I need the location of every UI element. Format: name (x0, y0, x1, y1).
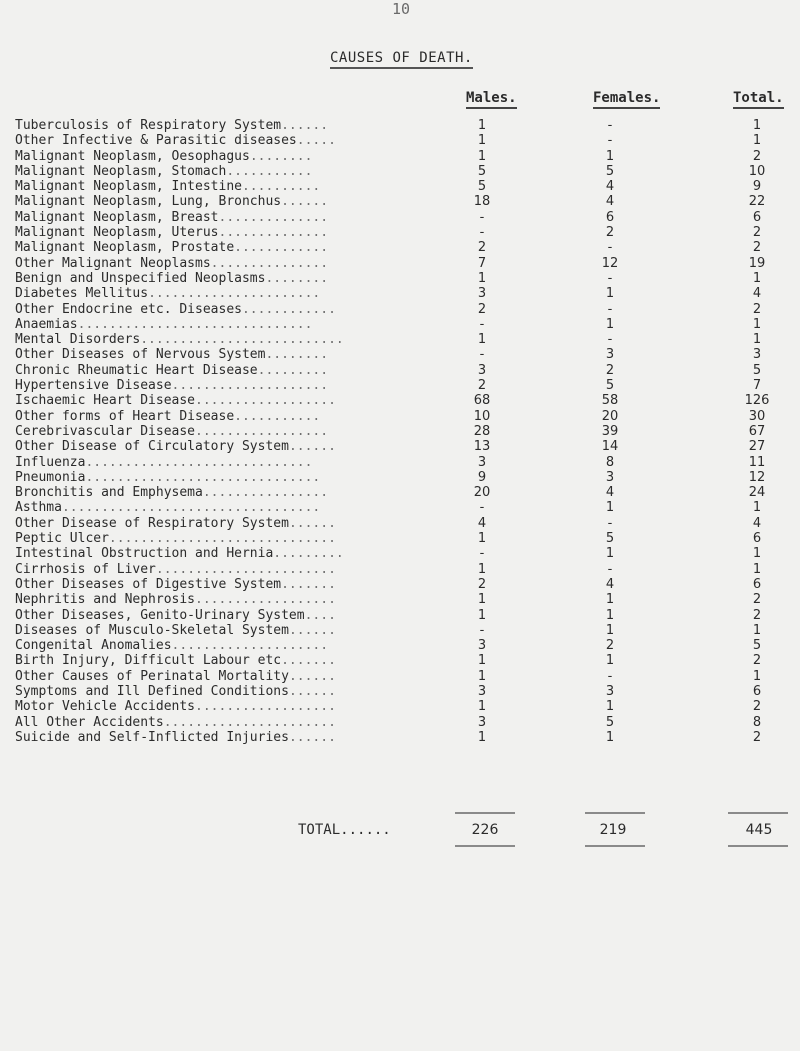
table-row (0, 332, 800, 347)
males-count: 2 (477, 301, 487, 317)
females-count: 5 (605, 378, 615, 394)
males-count: 2 (477, 240, 487, 256)
header-total: Total. (733, 90, 784, 109)
cause-label: Symptoms and Ill Defined Conditions...... (15, 683, 336, 699)
causes-table (0, 118, 800, 745)
total-count: 67 (748, 423, 766, 439)
total-label: TOTAL...... (298, 822, 391, 838)
cause-label: Other Endocrine etc. Diseases............ (15, 301, 336, 317)
cause-label: Malignant Neoplasm, Lung, Bronchus...... (15, 194, 329, 210)
cause-label: Asthma................................. (15, 500, 321, 516)
females-count: 2 (605, 638, 615, 654)
total-count: 4 (752, 515, 762, 531)
table-row (0, 317, 800, 332)
cause-label: Benign and Unspecified Neoplasms........ (15, 270, 329, 286)
cause-label: Diseases of Musculo-Skeletal System...... (15, 622, 336, 638)
females-count: 4 (605, 194, 615, 210)
cause-label: Anaemias.............................. (15, 316, 313, 332)
males-count: 7 (477, 255, 487, 271)
cause-label: Birth Injury, Difficult Labour etc....... (15, 653, 336, 669)
table-row (0, 699, 800, 714)
table-row (0, 393, 800, 408)
cause-label: Other Infective & Parasitic diseases..... (15, 133, 336, 149)
males-count: - (479, 347, 485, 363)
males-count: - (479, 622, 485, 638)
males-count: 18 (473, 194, 491, 210)
total-count: 2 (752, 225, 762, 241)
males-count: 2 (477, 378, 487, 394)
cause-label: Other Diseases, Genito-Urinary System.... (15, 607, 336, 623)
females-count: 1 (605, 653, 615, 669)
table-row (0, 546, 800, 561)
females-count: 4 (605, 179, 615, 195)
females-count: 1 (605, 622, 615, 638)
total-count: 6 (752, 531, 762, 547)
total-males: 226 (471, 822, 499, 838)
males-count: 68 (473, 393, 491, 409)
table-row (0, 271, 800, 286)
table-row (0, 562, 800, 577)
males-count: 1 (477, 668, 487, 684)
cause-label: Peptic Ulcer............................. (15, 531, 336, 547)
cause-label: Other Causes of Perinatal Mortality...... (15, 668, 336, 684)
total-count: 9 (752, 179, 762, 195)
females-count: 39 (601, 423, 619, 439)
table-row (0, 225, 800, 240)
males-count: - (479, 546, 485, 562)
total-total: 445 (745, 822, 773, 838)
males-count: - (479, 225, 485, 241)
total-count: 3 (752, 347, 762, 363)
rule-total-bottom (728, 845, 788, 847)
males-count: 1 (477, 133, 487, 149)
cause-label: Congenital Anomalies.................... (15, 638, 329, 654)
cause-label: Malignant Neoplasm, Intestine.......... (15, 179, 321, 195)
table-row (0, 378, 800, 393)
females-count: - (607, 332, 613, 348)
total-count: 8 (752, 714, 762, 730)
females-count: - (607, 561, 613, 577)
females-count: 1 (605, 699, 615, 715)
cause-label: Malignant Neoplasm, Uterus.............. (15, 225, 329, 241)
males-count: 5 (477, 179, 487, 195)
females-count: 4 (605, 485, 615, 501)
table-row (0, 485, 800, 500)
males-count: 1 (477, 729, 487, 745)
cause-label: Other Malignant Neoplasms............... (15, 255, 329, 271)
males-count: 1 (477, 607, 487, 623)
table-row (0, 149, 800, 164)
rule-females-bottom (585, 845, 645, 847)
females-count: 12 (601, 255, 619, 271)
females-count: 1 (605, 500, 615, 516)
table-row (0, 608, 800, 623)
females-count: 2 (605, 225, 615, 241)
females-count: 1 (605, 607, 615, 623)
cause-label: Cerebrivascular Disease................. (15, 423, 329, 439)
females-count: 1 (605, 148, 615, 164)
table-row (0, 531, 800, 546)
total-count: 10 (748, 163, 766, 179)
table-row (0, 500, 800, 515)
females-count: 20 (601, 408, 619, 424)
table-row (0, 684, 800, 699)
table-row (0, 669, 800, 684)
total-count: 2 (752, 729, 762, 745)
table-row (0, 164, 800, 179)
females-count: 5 (605, 714, 615, 730)
total-females: 219 (599, 822, 627, 838)
females-count: - (607, 668, 613, 684)
cause-label: Diabetes Mellitus...................... (15, 286, 321, 302)
total-count: 5 (752, 638, 762, 654)
table-row (0, 577, 800, 592)
total-count: 1 (752, 546, 762, 562)
females-count: 1 (605, 729, 615, 745)
males-count: 3 (477, 638, 487, 654)
table-row (0, 455, 800, 470)
total-count: 4 (752, 286, 762, 302)
table-row (0, 638, 800, 653)
table-row (0, 623, 800, 638)
males-count: 3 (477, 714, 487, 730)
page-number: 10 (392, 0, 411, 18)
total-count: 2 (752, 148, 762, 164)
females-count: - (607, 270, 613, 286)
table-row (0, 470, 800, 485)
males-count: 1 (477, 148, 487, 164)
total-count: 1 (752, 500, 762, 516)
females-count: 5 (605, 163, 615, 179)
males-count: 5 (477, 163, 487, 179)
table-row (0, 179, 800, 194)
total-count: 1 (752, 561, 762, 577)
males-count: 1 (477, 699, 487, 715)
males-count: 4 (477, 515, 487, 531)
males-count: - (479, 209, 485, 225)
total-count: 6 (752, 683, 762, 699)
cause-label: Other Disease of Circulatory System...... (15, 439, 336, 455)
total-count: 2 (752, 607, 762, 623)
cause-label: Other forms of Heart Disease........... (15, 408, 321, 424)
males-count: - (479, 500, 485, 516)
cause-label: Mental Disorders.......................... (15, 332, 344, 348)
total-count: 5 (752, 362, 762, 378)
females-count: - (607, 118, 613, 133)
total-count: 1 (752, 118, 762, 133)
females-count: - (607, 301, 613, 317)
cause-label: All Other Accidents...................... (15, 714, 336, 730)
cause-label: Other Diseases of Nervous System........ (15, 347, 329, 363)
table-row (0, 592, 800, 607)
females-count: 3 (605, 347, 615, 363)
total-count: 19 (748, 255, 766, 271)
males-count: 20 (473, 485, 491, 501)
males-count: 1 (477, 332, 487, 348)
total-count: 2 (752, 699, 762, 715)
rule-total-top (728, 812, 788, 814)
cause-label: Intestinal Obstruction and Hernia......... (15, 546, 344, 562)
males-count: 28 (473, 423, 491, 439)
total-count: 2 (752, 301, 762, 317)
table-row (0, 516, 800, 531)
table-row (0, 439, 800, 454)
females-count: 8 (605, 454, 615, 470)
total-count: 11 (748, 454, 766, 470)
females-count: 6 (605, 209, 615, 225)
males-count: 1 (477, 592, 487, 608)
females-count: 1 (605, 592, 615, 608)
males-count: 1 (477, 653, 487, 669)
males-count: 1 (477, 561, 487, 577)
females-count: 4 (605, 576, 615, 592)
males-count: 3 (477, 286, 487, 302)
total-count: 1 (752, 668, 762, 684)
cause-label: Malignant Neoplasm, Oesophagus........ (15, 148, 313, 164)
males-count: 13 (473, 439, 491, 455)
females-count: 1 (605, 546, 615, 562)
table-row (0, 133, 800, 148)
females-count: 58 (601, 393, 619, 409)
cause-label: Malignant Neoplasm, Stomach........... (15, 163, 313, 179)
cause-label: Chronic Rheumatic Heart Disease......... (15, 362, 329, 378)
table-row (0, 715, 800, 730)
females-count: - (607, 515, 613, 531)
table-row (0, 240, 800, 255)
males-count: 10 (473, 408, 491, 424)
cause-label: Ischaemic Heart Disease.................. (15, 393, 336, 409)
table-row (0, 409, 800, 424)
females-count: 1 (605, 286, 615, 302)
cause-label: Suicide and Self-Inflicted Injuries...... (15, 729, 336, 745)
males-count: 2 (477, 576, 487, 592)
males-count: 1 (477, 531, 487, 547)
table-row (0, 286, 800, 301)
females-count: 1 (605, 316, 615, 332)
females-count: 2 (605, 362, 615, 378)
cause-label: Motor Vehicle Accidents.................. (15, 699, 336, 715)
cause-label: Bronchitis and Emphysema................ (15, 485, 329, 501)
total-count: 12 (748, 469, 766, 485)
rule-males-top (455, 812, 515, 814)
table-row (0, 302, 800, 317)
cause-label: Other Disease of Respiratory System...... (15, 515, 336, 531)
total-count: 1 (752, 270, 762, 286)
table-row (0, 424, 800, 439)
total-count: 2 (752, 240, 762, 256)
males-count: 3 (477, 683, 487, 699)
females-count: - (607, 133, 613, 149)
cause-label: Other Diseases of Digestive System....... (15, 576, 336, 592)
cause-label: Tuberculosis of Respiratory System...... (15, 118, 329, 133)
total-count: 1 (752, 316, 762, 332)
females-count: 14 (601, 439, 619, 455)
females-count: 3 (605, 469, 615, 485)
table-row (0, 347, 800, 362)
page-title: CAUSES OF DEATH. (0, 50, 800, 66)
cause-label: Malignant Neoplasm, Breast.............. (15, 209, 329, 225)
table-row (0, 256, 800, 271)
header-males: Males. (466, 90, 517, 109)
males-count: 9 (477, 469, 487, 485)
total-count: 22 (748, 194, 766, 210)
females-count: - (607, 240, 613, 256)
total-count: 27 (748, 439, 766, 455)
males-count: 1 (477, 270, 487, 286)
total-count: 126 (744, 393, 770, 409)
rule-females-top (585, 812, 645, 814)
cause-label: Nephritis and Nephrosis.................. (15, 592, 336, 608)
cause-label: Cirrhosis of Liver....................... (15, 561, 336, 577)
cause-label: Pneumonia.............................. (15, 469, 321, 485)
total-count: 6 (752, 209, 762, 225)
total-count: 2 (752, 592, 762, 608)
males-count: 1 (477, 118, 487, 133)
males-count: - (479, 316, 485, 332)
table-row (0, 653, 800, 668)
total-count: 30 (748, 408, 766, 424)
cause-label: Malignant Neoplasm, Prostate............ (15, 240, 329, 256)
table-row (0, 363, 800, 378)
females-count: 5 (605, 531, 615, 547)
total-count: 7 (752, 378, 762, 394)
header-females: Females. (593, 90, 660, 109)
rule-males-bottom (455, 845, 515, 847)
table-row (0, 210, 800, 225)
total-count: 24 (748, 485, 766, 501)
table-row (0, 194, 800, 209)
cause-label: Hypertensive Disease.................... (15, 378, 329, 394)
total-count: 2 (752, 653, 762, 669)
females-count: 3 (605, 683, 615, 699)
table-row (0, 118, 800, 133)
total-count: 1 (752, 133, 762, 149)
males-count: 3 (477, 362, 487, 378)
total-count: 1 (752, 622, 762, 638)
cause-label: Influenza............................. (15, 454, 313, 470)
males-count: 3 (477, 454, 487, 470)
table-row (0, 730, 800, 745)
total-count: 1 (752, 332, 762, 348)
total-count: 6 (752, 576, 762, 592)
